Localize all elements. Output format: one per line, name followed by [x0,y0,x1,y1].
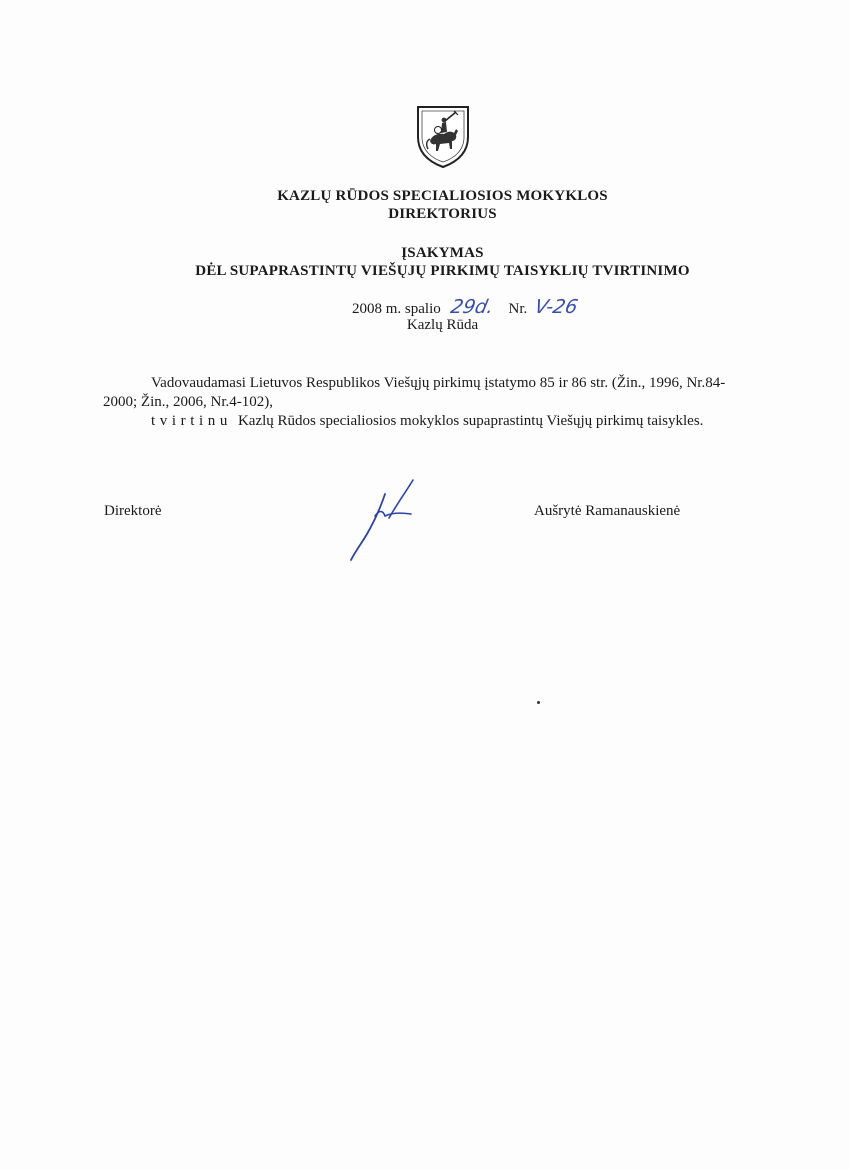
order-verb: tvirtinu [151,413,232,429]
number-label: Nr. [508,301,528,317]
organization-title: DIREKTORIUS [388,206,497,222]
date-prefix: 2008 m. spalio [352,301,441,317]
signer-role: Direktorė [104,503,162,519]
signer-name: Aušrytė Ramanauskienė [534,503,681,519]
document-subject: DĖL SUPAPRASTINTŲ VIEŠŲJŲ PIRKIMŲ TAISYKLIŲ TVIRTINIMO [195,263,690,279]
organization-name: KAZLŲ RŪDOS SPECIALIOSIOS MOKYKLOS [277,188,608,204]
order-text: Kazlų Rūdos specialiosios mokyklos supaprastintų Viešųjų pirkimų taisykles. [237,413,704,429]
body-paragraph-order [103,412,753,431]
scan-speck [537,701,540,704]
coat-of-arms-icon [414,103,472,169]
body-paragraph-basis: Vadovaudamasi Lietuvos Respublikos Viešųjų pirkimų įstatymo 85 ir 86 str. (Žin., 1996, Nr.84-2000; Žin., 2006, Nr.4-102), [103,375,726,410]
handwritten-number: V-26 [532,296,580,318]
handwritten-day: 29d. [448,296,496,318]
place-name: Kazlų Rūda [406,317,479,333]
document-type: ĮSAKYMAS [401,245,484,261]
document-body [103,374,753,431]
signature-icon [345,476,425,566]
